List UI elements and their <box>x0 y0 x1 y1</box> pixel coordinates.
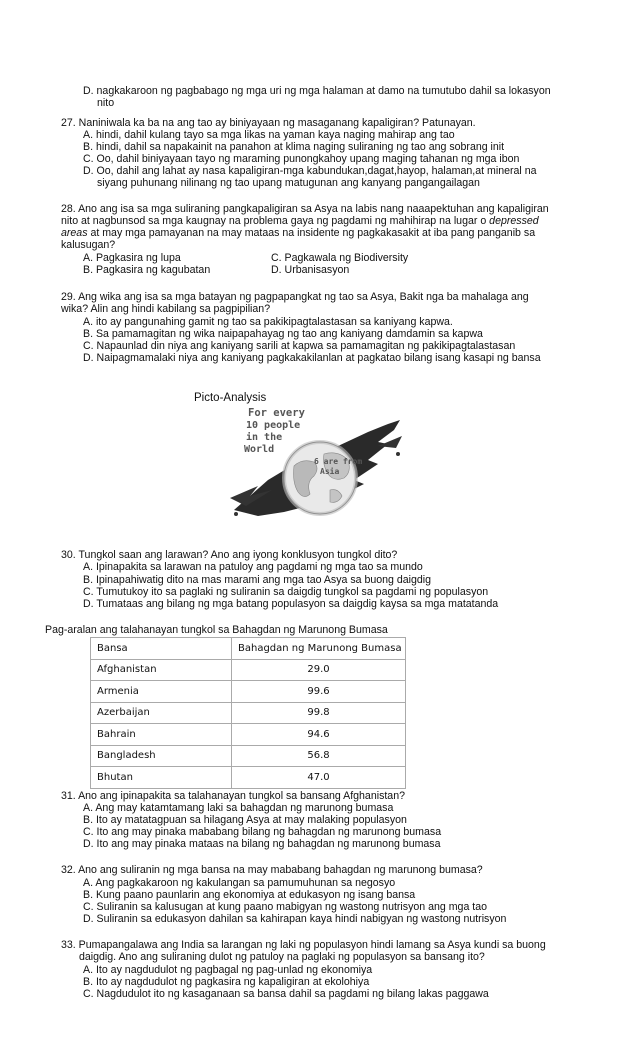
country-cell: Bangladesh <box>91 745 232 767</box>
rate-cell: 29.0 <box>232 659 406 681</box>
q32-option-d: D. Suliranin sa edukasyon dahilan sa kahirapan kaya hindi nabigyan ng wastong nutrisyon <box>83 913 507 925</box>
country-cell: Bhutan <box>91 767 232 789</box>
literacy-table <box>90 637 406 789</box>
q28-line-3-text: at may mga pamayanan na may mataas na insidente ng pagkakasakit at iba pang panganib sa <box>87 227 536 239</box>
q28-line-1: 28. Ano ang isa sa mga suliraning pangkapaligiran sa Asya na labis nang naaapektuhan ang kapaligiran <box>61 203 549 215</box>
globe-label-line-2: Asia <box>320 467 340 476</box>
rate-cell: 94.6 <box>232 724 406 746</box>
table-row <box>91 681 406 703</box>
q29-line-2: wika? Alin ang hindi kabilang sa pagpipilian? <box>61 303 271 315</box>
q32-option-a: A. Ang pagkakaroon ng kakulangan sa pamumuhunan sa negosyo <box>83 877 396 889</box>
q31-option-d: D. Ito ang may pinaka mataas na bilang ng bahagdan ng marunong bumasa <box>83 838 441 850</box>
table-row <box>91 724 406 746</box>
q30-option-b: B. Ipinapahiwatig dito na mas marami ang mga tao Asya sa buong daigdig <box>83 574 432 586</box>
picto-analysis-title: Picto-Analysis <box>194 392 267 404</box>
q27-option-a: A. hindi, dahil kulang tayo sa mga likas na yaman kaya naging mahirap ang tao <box>83 129 455 141</box>
q27-question: 27. Naniniwala ka ba na ang tao ay biniyayaan ng masaganang kapaligiran? Patunayan. <box>61 117 476 129</box>
q30-option-c: C. Tumutukoy ito sa paglaki ng suliranin sa daigdig tungkol sa pagdami ng populasyon <box>83 586 489 598</box>
q28-option-c: C. Pagkawala ng Biodiversity <box>271 252 409 264</box>
q26-option-d: D. nagkakaroon ng pagbabago ng mga uri ng mga halaman at damo na tumutubo dahil sa lokasyon <box>83 85 551 97</box>
q28-option-a: A. Pagkasira ng lupa <box>83 252 181 264</box>
caption-line-2: 10 people <box>246 420 301 431</box>
q31-option-a: A. Ang may katamtamang laki sa bahagdan ng marunong bumasa <box>83 802 394 814</box>
q27-option-c: C. Oo, dahil biniyayaan tayo ng maraming punongkahoy upang maging tahanan ng mga ibon <box>83 153 520 165</box>
q29-option-d: D. Naipagmamalaki niya ang kaniyang pagkakakilanlan at pagkatao bilang isang kasapi ng bansa <box>83 352 541 364</box>
q28-line-2-text: nito at nagbunsod sa mga kaugnay na problema gaya ng pagdami ng mahihirap na lugar o <box>61 215 490 227</box>
rate-cell: 99.8 <box>232 702 406 724</box>
header-country: Bansa <box>91 638 232 660</box>
q31-option-c: C. Ito ang may pinaka mababang bilang ng bahagdan ng marunong bumasa <box>83 826 442 838</box>
q27-option-b: B. hindi, dahil sa napakainit na panahon at klima naging suliraning ng tao ang sobrang init <box>83 141 505 153</box>
q26-option-d-cont: nito <box>97 97 115 109</box>
rate-cell: 99.6 <box>232 681 406 703</box>
q29-line-1: 29. Ang wika ang isa sa mga batayan ng pagpapangkat ng tao sa Asya, Bakit nga ba mahalaga ang <box>61 291 529 303</box>
population-globe-illustration <box>228 402 404 520</box>
table-row <box>91 767 406 789</box>
q32-option-b: B. Kung paano paunlarin ang ekonomiya at edukasyon ng isang bansa <box>83 889 416 901</box>
table-row <box>91 659 406 681</box>
table-row <box>91 745 406 767</box>
q32-question: 32. Ano ang suliranin ng mga bansa na may mababang bahagdan ng marunong bumasa? <box>61 864 483 876</box>
globe-label-line-1: 6 are from <box>314 457 363 466</box>
country-cell: Afghanistan <box>91 659 232 681</box>
rate-cell: 56.8 <box>232 745 406 767</box>
q29-option-b: B. Sa pamamagitan ng wika naipapahayag ng tao ang kaniyang damdamin sa kapwa <box>83 328 483 340</box>
q29-option-c: C. Napaunlad din niya ang kaniyang sarili at kapwa sa pamamagitan ng pakikipagtalastasan <box>83 340 516 352</box>
caption-line-4: World <box>244 444 275 455</box>
q33-option-a: A. Ito ay nagdudulot ng pagbagal ng pag-unlad ng ekonomiya <box>83 964 373 976</box>
rate-cell: 47.0 <box>232 767 406 789</box>
q32-option-c: C. Suliranin sa kalusugan at kung paano mabigyan ng wastong nutrisyon ang mga tao <box>83 901 488 913</box>
q31-option-b: B. Ito ay matatagpuan sa hilagang Asya at may malaking populasyon <box>83 814 407 826</box>
q28-italic-term-cont: areas <box>61 227 88 239</box>
country-cell: Armenia <box>91 681 232 703</box>
header-literacy-rate: Bahagdan ng Marunong Bumasa <box>232 638 406 660</box>
q30-option-a: A. Ipinapakita sa larawan na patuloy ang pagdami ng mga tao sa mundo <box>83 561 423 573</box>
q30-option-d: D. Tumataas ang bilang ng mga batang populasyon sa daigdig kaysa sa mga matatanda <box>83 598 499 610</box>
table-header-row <box>91 638 406 660</box>
q28-line-3 <box>61 227 535 239</box>
caption-line-3: in the <box>246 432 283 443</box>
q33-option-b: B. Ito ay nagdudulot ng pagkasira ng kapaligiran at ekolohiya <box>83 976 370 988</box>
country-cell: Azerbaijan <box>91 702 232 724</box>
q33-line-1: 33. Pumapangalawa ang India sa larangan ng laki ng populasyon hindi lamang sa Asya kundi sa buong <box>61 939 546 951</box>
q28-option-b: B. Pagkasira ng kagubatan <box>83 264 211 276</box>
globe-splash-graphic <box>228 402 404 520</box>
q29-option-a: A. ito ay pangunahing gamit ng tao sa pakikipagtalastasan sa kaniyang kapwa. <box>83 316 453 328</box>
q27-option-d: D. Oo, dahil ang lahat ay nasa kapaligiran-mga kabundukan,dagat,hayop, halaman,at mineral na <box>83 165 537 177</box>
q33-line-2: daigdig. Ano ang suliraning dulot ng patuloy na paglaki ng populasyon sa bansang ito? <box>79 951 485 963</box>
q28-italic-term: depressed <box>489 215 539 227</box>
q30-question: 30. Tungkol saan ang larawan? Ano ang iyong konklusyon tungkol dito? <box>61 549 398 561</box>
q27-option-d-cont: siyang puhunang nilinang ng tao upang matugunan ang kanyang pangangailagan <box>97 177 480 189</box>
caption-line-1: For every <box>248 407 305 419</box>
q28-line-4: kalusugan? <box>61 239 116 251</box>
q28-option-d: D. Urbanisasyon <box>271 264 350 276</box>
q33-option-c: C. Nagdudulot ito ng kasaganaan sa bansa dahil sa pagdami ng bilang lakas paggawa <box>83 988 489 1000</box>
table-row <box>91 702 406 724</box>
country-cell: Bahrain <box>91 724 232 746</box>
q28-line-2 <box>61 215 539 227</box>
table-intro: Pag-aralan ang talahanayan tungkol sa Bahagdan ng Marunong Bumasa <box>45 624 388 636</box>
q31-question: 31. Ano ang ipinapakita sa talahanayan tungkol sa bansang Afghanistan? <box>61 790 405 802</box>
